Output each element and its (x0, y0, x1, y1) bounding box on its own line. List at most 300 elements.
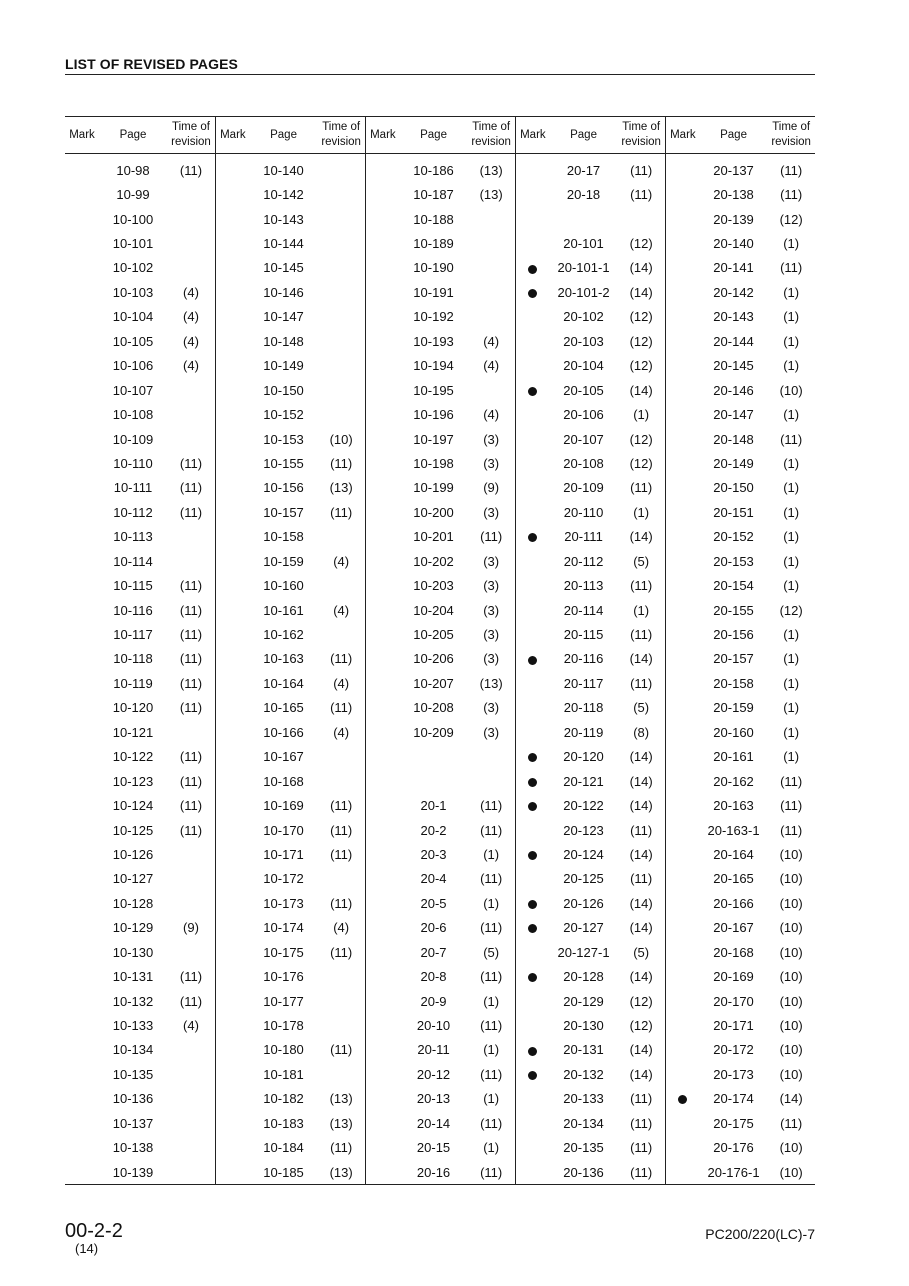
page-cell: 10-193 (413, 333, 454, 349)
page-cell: 10-143 (263, 211, 304, 227)
table-row (516, 305, 665, 329)
page-cell: 10-108 (112, 407, 154, 423)
table-row (516, 818, 665, 842)
table-row (366, 916, 515, 940)
table-row (516, 769, 665, 793)
revision-cell: (11) (480, 871, 503, 887)
page-cell: 20-1 (420, 798, 447, 814)
revision-cell: (5) (633, 700, 650, 716)
table-row (216, 891, 365, 915)
table-row (366, 476, 515, 500)
table-row (216, 745, 365, 769)
table-column (215, 154, 365, 1184)
page-cell: 10-158 (263, 529, 304, 545)
page-cell: 10-202 (413, 553, 454, 569)
revision-cell: (12) (779, 211, 803, 227)
page-cell: 20-125 (563, 871, 604, 887)
table-row (366, 573, 515, 597)
filled-bullet-icon (528, 656, 537, 665)
page-cell: 20-142 (713, 284, 754, 300)
revision-cell: (1) (783, 578, 800, 594)
page-cell: 10-101 (112, 236, 154, 252)
revision-cell: (11) (780, 431, 803, 447)
page-cell: 10-140 (263, 162, 304, 178)
revision-cell: (11) (179, 993, 203, 1009)
page-cell: 20-117 (563, 675, 604, 691)
table-row (65, 964, 215, 988)
table-row (666, 1087, 815, 1111)
table-row (366, 329, 515, 353)
table-row (516, 1038, 665, 1062)
table-row (666, 1062, 815, 1086)
table-row (666, 598, 815, 622)
page-cell: 10-103 (112, 284, 154, 300)
revision-cell: (14) (629, 382, 653, 398)
revision-cell: (4) (333, 553, 350, 569)
page-cell: 20-13 (416, 1091, 451, 1107)
page-cell: 10-191 (413, 284, 454, 300)
revision-cell: (1) (783, 651, 800, 667)
table-row (666, 427, 815, 451)
page-cell: 20-134 (563, 1115, 604, 1131)
table-row (65, 598, 215, 622)
mark-cell (516, 1042, 550, 1057)
revision-cell: (12) (629, 431, 653, 447)
revision-cell: (11) (330, 455, 353, 471)
table-row (65, 622, 215, 646)
revision-cell: (1) (633, 602, 650, 618)
revision-cell: (1) (783, 236, 800, 252)
page-cell: 10-98 (116, 162, 150, 178)
page-cell: 20-167 (713, 920, 754, 936)
header-group (665, 117, 815, 153)
page-cell: 10-205 (413, 627, 454, 643)
revision-cell: (11) (330, 822, 353, 838)
page-cell: 20-2 (420, 822, 447, 838)
table-row (516, 182, 665, 206)
revision-cell: (10) (779, 871, 803, 887)
table-row (65, 573, 215, 597)
table-row (216, 867, 365, 891)
revision-cell: (14) (629, 651, 653, 667)
revision-cell: (13) (329, 1115, 353, 1131)
table-row (666, 818, 815, 842)
revision-cell: (1) (483, 993, 500, 1009)
table-row (65, 1013, 215, 1037)
table-row (65, 940, 215, 964)
page-cell: 20-151 (713, 504, 754, 520)
page-cell: 10-105 (112, 333, 154, 349)
table-row (666, 696, 815, 720)
mark-cell (516, 651, 550, 666)
table-row (666, 916, 815, 940)
table-row (666, 891, 815, 915)
table-row (216, 964, 365, 988)
table-row (366, 1013, 515, 1037)
table-row (666, 1160, 815, 1184)
revision-cell: (1) (483, 1042, 500, 1058)
page-cell: 20-143 (713, 309, 754, 325)
table-row (65, 916, 215, 940)
table-row (516, 1013, 665, 1037)
page-cell: 20-127-1 (557, 944, 610, 960)
page-cell: 10-152 (263, 407, 304, 423)
page-cell: 10-148 (263, 333, 304, 349)
revision-cell: (11) (480, 798, 503, 814)
table-row (366, 354, 515, 378)
table-row (366, 378, 515, 402)
footer-edition: (14) (75, 1241, 99, 1256)
page-cell: 10-198 (413, 455, 454, 471)
page-cell: 10-156 (263, 480, 304, 496)
revision-cell: (14) (629, 846, 653, 862)
page-cell: 10-209 (413, 724, 454, 740)
table-row (516, 647, 665, 671)
table-row (216, 329, 365, 353)
table-row (516, 1160, 665, 1184)
page-cell: 10-150 (263, 382, 304, 398)
table-row (666, 671, 815, 695)
table-row (216, 231, 365, 255)
revision-cell: (3) (483, 627, 500, 643)
revision-cell: (11) (480, 920, 503, 936)
table-row (65, 378, 215, 402)
revision-cell: (11) (179, 651, 203, 667)
revision-cell: (13) (329, 1164, 353, 1180)
table-row (366, 207, 515, 231)
page-cell: 20-9 (420, 993, 447, 1009)
table-row (366, 989, 515, 1013)
revision-cell: (5) (483, 944, 500, 960)
table-row (366, 305, 515, 329)
table-row (216, 573, 365, 597)
table-column (365, 154, 515, 1184)
header-page: Page (420, 128, 447, 141)
page-cell: 10-136 (112, 1091, 154, 1107)
page-cell: 20-111 (564, 529, 603, 545)
page-cell: 10-187 (413, 187, 454, 203)
page-cell: 20-127 (563, 920, 604, 936)
table-row (666, 647, 815, 671)
page-cell: 20-154 (713, 578, 754, 594)
table-row (366, 818, 515, 842)
mark-cell (516, 285, 550, 300)
page-cell: 10-134 (112, 1042, 154, 1058)
revision-cell: (11) (330, 651, 353, 667)
header-time-of-revision: Time of revision (771, 121, 811, 148)
page-cell: 20-118 (563, 700, 604, 716)
table-row (65, 231, 215, 255)
page-cell: 10-100 (112, 211, 154, 227)
revision-cell: (11) (179, 822, 203, 838)
revision-cell: (1) (633, 407, 650, 423)
table-row (65, 1062, 215, 1086)
revision-cell: (11) (630, 162, 653, 178)
revision-cell: (11) (480, 529, 503, 545)
page-cell: 20-14 (416, 1115, 451, 1131)
table-row (216, 1062, 365, 1086)
page-cell: 10-192 (413, 309, 454, 325)
revision-cell: (1) (483, 1140, 500, 1156)
revision-cell: (1) (783, 504, 800, 520)
table-row (516, 402, 665, 426)
page-cell: 20-105 (563, 382, 604, 398)
revision-cell: (11) (179, 602, 203, 618)
page-cell: 10-157 (263, 504, 304, 520)
table-row (516, 842, 665, 866)
revision-cell: (3) (483, 602, 500, 618)
page-cell: 20-148 (713, 431, 754, 447)
revision-cell: (11) (630, 627, 653, 643)
page-cell: 10-130 (112, 944, 154, 960)
footer-model: PC200/220(LC)-7 (705, 1226, 815, 1242)
revision-cell: (1) (783, 407, 800, 423)
revision-cell: (1) (483, 895, 500, 911)
page-cell: 20-170 (713, 993, 754, 1009)
table-row (516, 573, 665, 597)
table-row (65, 1111, 215, 1135)
table-row (65, 1087, 215, 1111)
table-row (65, 402, 215, 426)
table-row (516, 622, 665, 646)
table-row (216, 1136, 365, 1160)
table-row (366, 769, 515, 793)
revision-cell: (1) (783, 675, 800, 691)
page-cell: 20-16 (416, 1164, 451, 1180)
page-cell: 20-4 (420, 871, 447, 887)
filled-bullet-icon (528, 778, 537, 787)
table-row (366, 1111, 515, 1135)
page-cell: 20-121 (563, 773, 604, 789)
table-row (516, 598, 665, 622)
mark-cell (516, 920, 550, 935)
revision-cell: (5) (633, 553, 650, 569)
header-time-of-revision: Time of revision (321, 121, 361, 148)
revision-cell: (4) (333, 920, 350, 936)
table-row (65, 354, 215, 378)
revision-cell: (11) (179, 700, 203, 716)
page-cell: 10-165 (263, 700, 304, 716)
page-cell: 10-189 (413, 236, 454, 252)
page-cell: 10-127 (112, 871, 154, 887)
revision-cell: (1) (783, 700, 800, 716)
page-cell: 20-110 (563, 504, 604, 520)
table-row (516, 231, 665, 255)
page-cell: 10-178 (263, 1018, 304, 1034)
page-cell: 10-168 (263, 773, 304, 789)
table-row (65, 182, 215, 206)
page-cell: 10-113 (113, 529, 153, 545)
revision-cell: (12) (779, 602, 803, 618)
revision-cell: (11) (480, 1115, 503, 1131)
page-cell: 10-135 (112, 1066, 154, 1082)
table-row (366, 720, 515, 744)
header-mark: Mark (370, 128, 396, 141)
header-mark: Mark (69, 128, 95, 141)
table-row (516, 989, 665, 1013)
page-cell: 20-157 (713, 651, 754, 667)
table-row (216, 818, 365, 842)
page-cell: 10-121 (112, 724, 154, 740)
page-cell: 10-162 (263, 627, 304, 643)
page-cell: 10-188 (413, 211, 454, 227)
revision-cell: (13) (479, 187, 503, 203)
page-cell: 10-206 (413, 651, 454, 667)
revision-cell: (4) (183, 333, 199, 349)
table-row (516, 280, 665, 304)
table-row (516, 329, 665, 353)
table-column (515, 154, 665, 1184)
revision-cell: (11) (630, 1115, 653, 1131)
footer-page-number: 00-2-2 (65, 1220, 123, 1242)
revision-cell: (3) (483, 578, 500, 594)
table-row (666, 1013, 815, 1037)
page-cell: 20-102 (563, 309, 604, 325)
revision-cell: (10) (779, 895, 803, 911)
table-row (666, 231, 815, 255)
page-cell: 10-170 (263, 822, 304, 838)
page-cell: 20-163-1 (707, 822, 760, 838)
page-cell: 20-175 (713, 1115, 754, 1131)
filled-bullet-icon (528, 900, 537, 909)
table-row (216, 207, 365, 231)
page-cell: 20-164 (713, 846, 754, 862)
table-row (216, 378, 365, 402)
revision-cell: (11) (630, 822, 653, 838)
revision-cell: (10) (779, 1042, 803, 1058)
header-time-of-revision: Time of revision (621, 121, 661, 148)
page-cell: 20-139 (713, 211, 754, 227)
header-time-of-revision: Time of revision (471, 121, 511, 148)
table-row (216, 476, 365, 500)
table-row (516, 476, 665, 500)
page-title: LIST OF REVISED PAGES (65, 56, 238, 72)
page-cell: 20-163 (713, 798, 754, 814)
page-cell: 20-112 (563, 553, 604, 569)
page-cell: 20-159 (713, 700, 754, 716)
revision-cell: (11) (179, 675, 203, 691)
table-row (65, 256, 215, 280)
page-cell: 20-15 (416, 1140, 451, 1156)
revision-cell: (11) (330, 1140, 353, 1156)
page-cell: 10-167 (263, 749, 304, 765)
page-cell: 10-138 (112, 1140, 154, 1156)
revision-cell: (11) (480, 969, 503, 985)
revision-cell: (11) (330, 895, 353, 911)
page-cell: 10-159 (263, 553, 304, 569)
header-group (365, 117, 515, 153)
table-row (666, 989, 815, 1013)
page-cell: 10-155 (263, 455, 304, 471)
revision-cell: (11) (630, 480, 653, 496)
page-cell: 20-101-2 (557, 284, 610, 300)
table-header (65, 116, 815, 154)
table-row (516, 1062, 665, 1086)
revision-cell: (11) (330, 944, 353, 960)
revision-cell: (4) (333, 602, 350, 618)
table-row (366, 696, 515, 720)
table-row (366, 647, 515, 671)
revision-cell: (14) (629, 798, 653, 814)
table-row (666, 280, 815, 304)
revision-cell: (11) (330, 798, 353, 814)
table-row (666, 525, 815, 549)
page-cell: 20-145 (713, 358, 754, 374)
revision-cell: (11) (330, 504, 353, 520)
table-row (516, 720, 665, 744)
page-cell: 10-107 (112, 382, 154, 398)
table-row (366, 1160, 515, 1184)
table-row (516, 696, 665, 720)
table-row (65, 207, 215, 231)
page-cell: 20-119 (563, 724, 604, 740)
mark-cell (516, 1067, 550, 1082)
table-row (65, 476, 215, 500)
page-cell: 10-160 (263, 578, 304, 594)
table-row (65, 427, 215, 451)
page-cell: 20-140 (713, 236, 754, 252)
table-row (366, 256, 515, 280)
table-row (65, 549, 215, 573)
revision-cell: (1) (483, 1091, 500, 1107)
table-row (216, 402, 365, 426)
revision-cell: (12) (629, 1018, 653, 1034)
revision-cell: (1) (783, 358, 800, 374)
revision-cell: (4) (183, 358, 199, 374)
page-cell: 20-114 (563, 602, 604, 618)
revision-cell: (5) (633, 944, 650, 960)
page-cell: 20-131 (563, 1042, 604, 1058)
table-row (65, 867, 215, 891)
table-row (366, 402, 515, 426)
table-row (366, 451, 515, 475)
table-row (666, 354, 815, 378)
revision-cell: (14) (629, 773, 653, 789)
filled-bullet-icon (528, 753, 537, 762)
page-cell: 10-122 (112, 749, 154, 765)
page-cell: 20-150 (713, 480, 754, 496)
page-cell: 10-208 (413, 700, 454, 716)
revision-cell: (1) (783, 724, 800, 740)
table-body (65, 154, 815, 1185)
page-cell: 20-146 (713, 382, 754, 398)
table-row (216, 622, 365, 646)
page-cell: 10-119 (113, 675, 153, 691)
page-cell: 20-132 (563, 1066, 604, 1082)
page-cell: 10-207 (413, 675, 454, 691)
revision-cell: (11) (480, 822, 503, 838)
page-cell: 10-114 (113, 553, 153, 569)
revision-cell: (11) (330, 700, 353, 716)
revision-cell: (10) (779, 1164, 803, 1180)
table-row (216, 989, 365, 1013)
revision-cell: (10) (779, 969, 803, 985)
table-row (65, 842, 215, 866)
revision-cell: (11) (179, 798, 203, 814)
table-row (65, 305, 215, 329)
table-row (216, 1160, 365, 1184)
table-row (65, 696, 215, 720)
filled-bullet-icon (528, 289, 537, 298)
revision-cell: (12) (629, 993, 653, 1009)
table-row (216, 720, 365, 744)
revision-cell: (10) (779, 993, 803, 1009)
table-row (666, 476, 815, 500)
revision-cell: (11) (330, 1042, 353, 1058)
table-row (666, 720, 815, 744)
revision-cell: (10) (329, 431, 353, 447)
revision-cell: (13) (479, 162, 503, 178)
